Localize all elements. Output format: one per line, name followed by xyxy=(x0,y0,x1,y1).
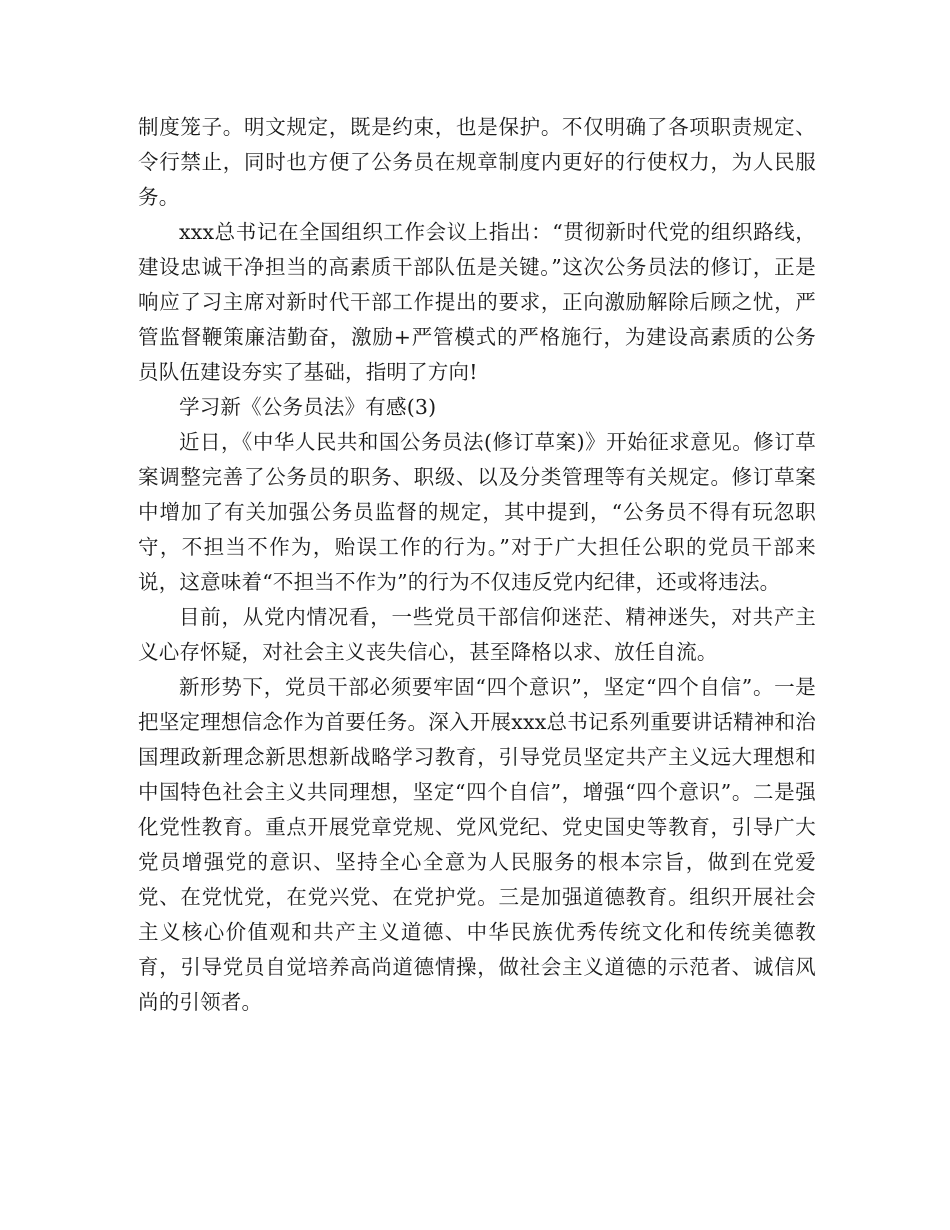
paragraph-quote: xxx总书记在全国组织工作会议上指出：“贯彻新时代党的组织路线，建设忠诚干净担当的高素质干部队伍是关键。”这次公务员法的修订，正是响应了习主席对新时代干部工作提出的要求，正向激励解除后顾之忧，严管监督鞭策廉洁勤奋，激励+严管模式的严格施行，为建设高素质的公务员队伍建设夯实了基础，指明了方向! xyxy=(138,220,816,384)
paragraph-new-situation: 新形势下，党员干部必须要牢固“四个意识”，坚定“四个自信”。一是把坚定理想信念作为首要任务。深入开展xxx总书记系列重要讲话精神和治国理政新理念新思想新战略学习教育，引导党员坚定共产主义远大理想和中国特色社会主义共同理想，坚定“四个自信”，增强“四个意识”。二是强化党性教育。重点开展党章党规、党风党纪、党史国史等教育，引导广大党员增强党的意识、坚持全心全意为人民服务的根本宗旨，做到在党爱党、在党忧党，在党兴党、在党护党。三是加强道德教育。组织开展社会主义核心价值观和共产主义道德、中华民族优秀传统文化和传统美德教育，引导党员自觉培养高尚道德情操，做社会主义道德的示范者、诚信风尚的引领者。 xyxy=(138,675,816,1014)
paragraph-continuation: 制度笼子。明文规定，既是约束，也是保护。不仅明确了各项职责规定、令行禁止，同时也方便了公务员在规章制度内更好的行使权力，为人民服务。 xyxy=(138,115,816,209)
section-heading: 学习新《公务员法》有感(3) xyxy=(179,395,437,419)
paragraph-draft-revision: 近日，《中华人民共和国公务员法(修订草案)》开始征求意见。修订草案调整完善了公务员的职务、职级、以及分类管理等有关规定。修订草案中增加了有关加强公务员监督的规定，其中提到，“公务员不得有玩忽职守，不担当不作为，贻误工作的行为。”对于广大担任公职的党员干部来说，这意味着“不担当不作为”的行为不仅违反党内纪律，还或将违法。 xyxy=(138,430,816,594)
document-body xyxy=(138,110,816,1020)
paragraph-current-situation: 目前，从党内情况看，一些党员干部信仰迷茫、精神迷失，对共产主义心存怀疑，对社会主义丧失信心，甚至降格以求、放任自流。 xyxy=(138,605,816,664)
